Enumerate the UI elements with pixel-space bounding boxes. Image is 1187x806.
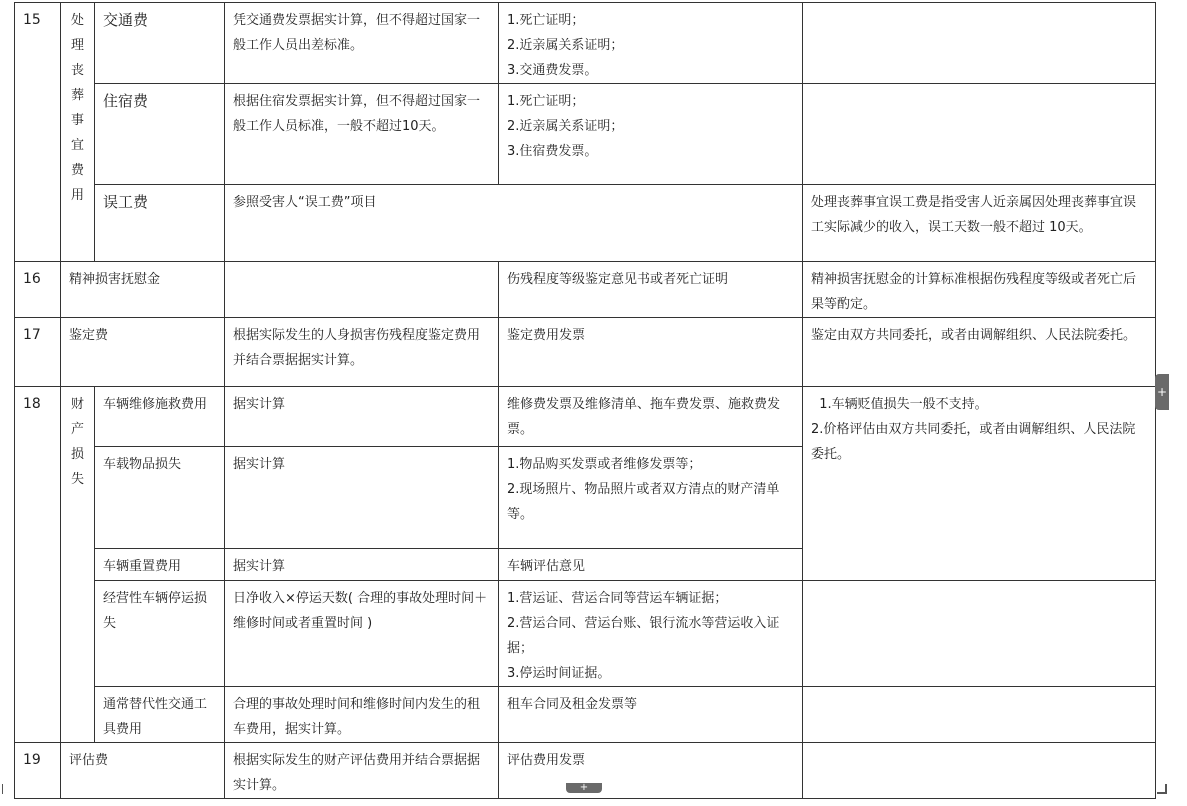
- calc-method: 据实计算: [225, 549, 499, 581]
- category-cell: [61, 387, 95, 743]
- evidence-line: 1.死亡证明；: [507, 13, 585, 28]
- item-name: 车辆重置费用: [95, 549, 225, 581]
- note-line: 2.价格评估由双方共同委托，或者由调解组织、人民法院委托。: [811, 422, 1136, 462]
- note-cell: [803, 743, 1156, 799]
- item-name: 评估费: [61, 743, 225, 799]
- note-cell: 处理丧葬事宜误工费是指受害人近亲属因处理丧葬事宜误工实际减少的收入，误工天数一般不超过 10天。: [803, 185, 1156, 262]
- item-name: 住宿费: [95, 84, 225, 185]
- evidence-cell: 车辆评估意见: [499, 549, 803, 581]
- calc-method: 根据实际发生的人身损害伤残程度鉴定费用并结合票据据实计算。: [225, 318, 499, 387]
- item-name: 交通费: [95, 3, 225, 84]
- table-row: [15, 3, 1156, 84]
- note-cell: [803, 84, 1156, 185]
- evidence-line: 3.交通费发票。: [507, 63, 598, 78]
- table-corner-marker: [2, 784, 12, 794]
- evidence-cell: [499, 3, 803, 84]
- compensation-table: [14, 2, 1156, 799]
- table-row: [15, 318, 1156, 387]
- add-column-handle[interactable]: +: [1155, 374, 1169, 410]
- note-line: 1.车辆贬值损失一般不支持。: [811, 397, 988, 412]
- item-name: 车载物品损失: [95, 447, 225, 549]
- evidence-line: 1.营运证、营运合同等营运车辆证据；: [507, 591, 728, 606]
- note-cell: [803, 387, 1156, 581]
- calc-method: 据实计算: [225, 387, 499, 447]
- evidence-line: 3.停运时间证据。: [507, 666, 611, 681]
- evidence-line: 3.住宿费发票。: [507, 144, 598, 159]
- item-name: 鉴定费: [61, 318, 225, 387]
- evidence-cell: [499, 447, 803, 549]
- row-number: 15: [15, 3, 61, 262]
- item-name: 精神损害抚慰金: [61, 262, 225, 318]
- evidence-cell: 评估费用发票: [499, 743, 803, 799]
- table-resize-handle[interactable]: [1157, 784, 1167, 794]
- evidence-line: 1.死亡证明；: [507, 94, 585, 109]
- item-name: 经营性车辆停运损失: [95, 581, 225, 687]
- item-name: 误工费: [95, 185, 225, 262]
- calc-method: 合理的事故处理时间和维修时间内发生的租车费用，据实计算。: [225, 687, 499, 743]
- row-number: 19: [15, 743, 61, 799]
- note-cell: 精神损害抚慰金的计算标准根据伤残程度等级或者死亡后果等酌定。: [803, 262, 1156, 318]
- table-row: [15, 262, 1156, 318]
- note-cell: [803, 581, 1156, 687]
- item-name: 通常替代性交通工具费用: [95, 687, 225, 743]
- evidence-line: 2.近亲属关系证明；: [507, 38, 624, 53]
- evidence-line: 1.物品购买发票或者维修发票等；: [507, 457, 702, 472]
- evidence-cell: 鉴定费用发票: [499, 318, 803, 387]
- calc-method: 根据实际发生的财产评估费用并结合票据据实计算。: [225, 743, 499, 799]
- evidence-cell: 维修费发票及维修清单、拖车费发票、施救费发票。: [499, 387, 803, 447]
- calc-method: 据实计算: [225, 447, 499, 549]
- evidence-line: 2.近亲属关系证明；: [507, 119, 624, 134]
- calc-method: 凭交通费发票据实计算，但不得超过国家一般工作人员出差标准。: [225, 3, 499, 84]
- row-number: 17: [15, 318, 61, 387]
- category-label: 处理丧葬事宜费用: [70, 13, 84, 203]
- table-row: [15, 581, 1156, 687]
- evidence-cell: [499, 84, 803, 185]
- item-name: 车辆维修施救费用: [95, 387, 225, 447]
- note-cell: 鉴定由双方共同委托，或者由调解组织、人民法院委托。: [803, 318, 1156, 387]
- note-cell: [803, 3, 1156, 84]
- calc-method: 参照受害人“误工费”项目: [225, 185, 803, 262]
- evidence-line: 2.营运合同、营运台账、银行流水等营运收入证据；: [507, 616, 780, 656]
- category-label: 财产损失: [70, 397, 84, 487]
- row-number: 18: [15, 387, 61, 743]
- evidence-cell: 租车合同及租金发票等: [499, 687, 803, 743]
- calc-method: 日净收入×停运天数( 合理的事故处理时间＋维修时间或者重置时间 ): [225, 581, 499, 687]
- table-row: [15, 84, 1156, 185]
- add-row-handle[interactable]: +: [566, 783, 602, 793]
- table-row: [15, 687, 1156, 743]
- row-number: 16: [15, 262, 61, 318]
- calc-method: 根据住宿发票据实计算，但不得超过国家一般工作人员标准，一般不超过10天。: [225, 84, 499, 185]
- calc-method: [225, 262, 499, 318]
- table-row: [15, 185, 1156, 262]
- note-cell: [803, 687, 1156, 743]
- evidence-line: 2.现场照片、物品照片或者双方清点的财产清单等。: [507, 482, 780, 522]
- evidence-cell: [499, 581, 803, 687]
- table-row: [15, 387, 1156, 447]
- evidence-cell: 伤残程度等级鉴定意见书或者死亡证明: [499, 262, 803, 318]
- category-cell: [61, 3, 95, 262]
